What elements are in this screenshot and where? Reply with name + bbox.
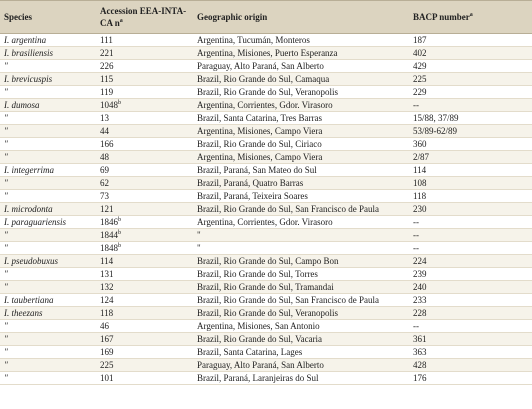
cell-species: " [0, 60, 96, 73]
header-origin: Geographic origin [193, 1, 409, 34]
cell-origin: Brazil, Rio Grande do Sul, Ciriaco [193, 138, 409, 151]
cell-accession: 124 [96, 294, 193, 307]
cell-accession: 167 [96, 333, 193, 346]
table-row [0, 47, 532, 60]
header-bacp: BACP number$^a$ [409, 1, 532, 34]
table-row [0, 99, 532, 112]
table-body [0, 34, 532, 385]
cell-accession: 48 [96, 151, 193, 164]
table-row [0, 268, 532, 281]
cell-species: I. pseudobuxus [0, 255, 96, 268]
table-row [0, 138, 532, 151]
cell-origin: Brazil, Paraná, Quatro Barras [193, 177, 409, 190]
table-row [0, 34, 532, 47]
cell-origin: Argentina, Corrientes, Gdor. Virasoro [193, 216, 409, 229]
cell-origin: Brazil, Rio Grande do Sul, Tramandai [193, 281, 409, 294]
cell-origin: Brazil, Paraná, San Mateo do Sul [193, 164, 409, 177]
cell-accession: 221 [96, 47, 193, 60]
table-row [0, 177, 532, 190]
cell-bacp: 114 [409, 164, 532, 177]
accession-sup: b [118, 243, 121, 249]
table-row [0, 151, 532, 164]
cell-species: " [0, 229, 96, 242]
table-row [0, 320, 532, 333]
cell-bacp: 108 [409, 177, 532, 190]
cell-origin: Paraguay, Alto Paraná, San Alberto [193, 60, 409, 73]
cell-species: " [0, 359, 96, 372]
cell-bacp: 2/87 [409, 151, 532, 164]
cell-accession: 121 [96, 203, 193, 216]
cell-bacp: 428 [409, 359, 532, 372]
table-row [0, 333, 532, 346]
cell-bacp: 225 [409, 73, 532, 86]
accession-sup: b [118, 230, 121, 236]
cell-species: I. theezans [0, 307, 96, 320]
cell-species: I. brasiliensis [0, 47, 96, 60]
cell-accession: 73 [96, 190, 193, 203]
cell-accession: 46 [96, 320, 193, 333]
table-row [0, 242, 532, 255]
cell-origin: Brazil, Rio Grande do Sul, San Francisco de Paula [193, 294, 409, 307]
cell-bacp: 118 [409, 190, 532, 203]
cell-species: " [0, 320, 96, 333]
cell-origin: Brazil, Santa Catarina, Lages [193, 346, 409, 359]
cell-origin: Argentina, Misiones, Campo Viera [193, 151, 409, 164]
cell-accession: 1848$^b$ [96, 242, 193, 255]
header-bacp-sup: a [469, 12, 473, 18]
cell-origin: Brazil, Rio Grande do Sul, Vacaria [193, 333, 409, 346]
cell-species: I. argentina [0, 34, 96, 47]
cell-species: " [0, 190, 96, 203]
table-row [0, 255, 532, 268]
cell-species: I. paraguariensis [0, 216, 96, 229]
table-row [0, 346, 532, 359]
table-row [0, 73, 532, 86]
cell-origin: Brazil, Rio Grande do Sul, Camaqua [193, 73, 409, 86]
table-row [0, 164, 532, 177]
cell-accession: 225 [96, 359, 193, 372]
cell-bacp: 360 [409, 138, 532, 151]
cell-accession: 132 [96, 281, 193, 294]
cell-accession: 1048$^b$ [96, 99, 193, 112]
cell-species: " [0, 333, 96, 346]
cell-origin: Brazil, Santa Catarina, Tres Barras [193, 112, 409, 125]
cell-bacp: -- [409, 99, 532, 112]
cell-bacp: 240 [409, 281, 532, 294]
cell-bacp: 230 [409, 203, 532, 216]
cell-accession: 13 [96, 112, 193, 125]
cell-species: " [0, 138, 96, 151]
cell-accession: 114 [96, 255, 193, 268]
cell-origin: Argentina, Misiones, Puerto Esperanza [193, 47, 409, 60]
cell-origin: " [193, 242, 409, 255]
cell-accession: 131 [96, 268, 193, 281]
cell-species: " [0, 125, 96, 138]
cell-origin: Argentina, Corrientes, Gdor. Virasoro [193, 99, 409, 112]
cell-species: I. dumosa [0, 99, 96, 112]
cell-accession: 44 [96, 125, 193, 138]
cell-origin: Brazil, Rio Grande do Sul, Veranopolis [193, 307, 409, 320]
table-row [0, 281, 532, 294]
cell-species: " [0, 177, 96, 190]
cell-origin: Brazil, Paraná, Laranjeiras do Sul [193, 372, 409, 385]
cell-origin: Brazil, Rio Grande do Sul, San Francisco de Paula [193, 203, 409, 216]
cell-bacp: 361 [409, 333, 532, 346]
cell-accession: 1844$^b$ [96, 229, 193, 242]
cell-accession: 1846$^b$ [96, 216, 193, 229]
accession-sup: b [118, 100, 121, 106]
cell-bacp: 15/88, 37/89 [409, 112, 532, 125]
cell-species: I. microdonta [0, 203, 96, 216]
cell-bacp: 402 [409, 47, 532, 60]
table-row [0, 112, 532, 125]
table-row [0, 216, 532, 229]
cell-origin: Brazil, Paraná, Teixeira Soares [193, 190, 409, 203]
cell-accession: 169 [96, 346, 193, 359]
cell-accession: 101 [96, 372, 193, 385]
cell-bacp: 176 [409, 372, 532, 385]
cell-accession: 62 [96, 177, 193, 190]
cell-species: " [0, 86, 96, 99]
cell-bacp: 233 [409, 294, 532, 307]
table-row [0, 294, 532, 307]
table-row [0, 60, 532, 73]
cell-bacp: 229 [409, 86, 532, 99]
table-row [0, 372, 532, 385]
table-row [0, 359, 532, 372]
cell-species: " [0, 281, 96, 294]
cell-origin: " [193, 229, 409, 242]
cell-bacp: 187 [409, 34, 532, 47]
cell-bacp: 228 [409, 307, 532, 320]
cell-species: I. taubertiana [0, 294, 96, 307]
cell-species: " [0, 242, 96, 255]
cell-bacp: -- [409, 242, 532, 255]
cell-origin: Brazil, Rio Grande do Sul, Campo Bon [193, 255, 409, 268]
cell-species: I. integerrima [0, 164, 96, 177]
cell-bacp: -- [409, 216, 532, 229]
cell-origin: Paraguay, Alto Paraná, San Alberto [193, 359, 409, 372]
table-row [0, 307, 532, 320]
table-row [0, 203, 532, 216]
cell-origin: Brazil, Rio Grande do Sul, Veranopolis [193, 86, 409, 99]
cell-accession: 166 [96, 138, 193, 151]
cell-accession: 115 [96, 73, 193, 86]
cell-accession: 119 [96, 86, 193, 99]
cell-accession: 226 [96, 60, 193, 73]
cell-origin: Argentina, Misiones, Campo Viera [193, 125, 409, 138]
header-accession: Accession EEA-INTA-CA $n^a$ [96, 1, 193, 34]
accession-sup: b [118, 217, 121, 223]
cell-bacp: 239 [409, 268, 532, 281]
cell-bacp: 429 [409, 60, 532, 73]
header-accession-sup: a [119, 18, 123, 24]
cell-bacp: 363 [409, 346, 532, 359]
table-row [0, 229, 532, 242]
cell-accession: 118 [96, 307, 193, 320]
header-row [0, 1, 532, 34]
cell-bacp: 53/89-62/89 [409, 125, 532, 138]
cell-bacp: -- [409, 229, 532, 242]
cell-species: " [0, 112, 96, 125]
cell-species: I. brevicuspis [0, 73, 96, 86]
cell-species: " [0, 346, 96, 359]
cell-bacp: -- [409, 320, 532, 333]
cell-species: " [0, 372, 96, 385]
cell-accession: 69 [96, 164, 193, 177]
table-row [0, 86, 532, 99]
cell-species: " [0, 268, 96, 281]
header-species: Species [0, 1, 96, 34]
cell-origin: Brazil, Rio Grande do Sul, Torres [193, 268, 409, 281]
table-row [0, 190, 532, 203]
cell-origin: Argentina, Tucumán, Monteros [193, 34, 409, 47]
cell-bacp: 224 [409, 255, 532, 268]
table-row [0, 125, 532, 138]
cell-species: " [0, 151, 96, 164]
cell-accession: 111 [96, 34, 193, 47]
cell-origin: Argentina, Misiones, San Antonio [193, 320, 409, 333]
